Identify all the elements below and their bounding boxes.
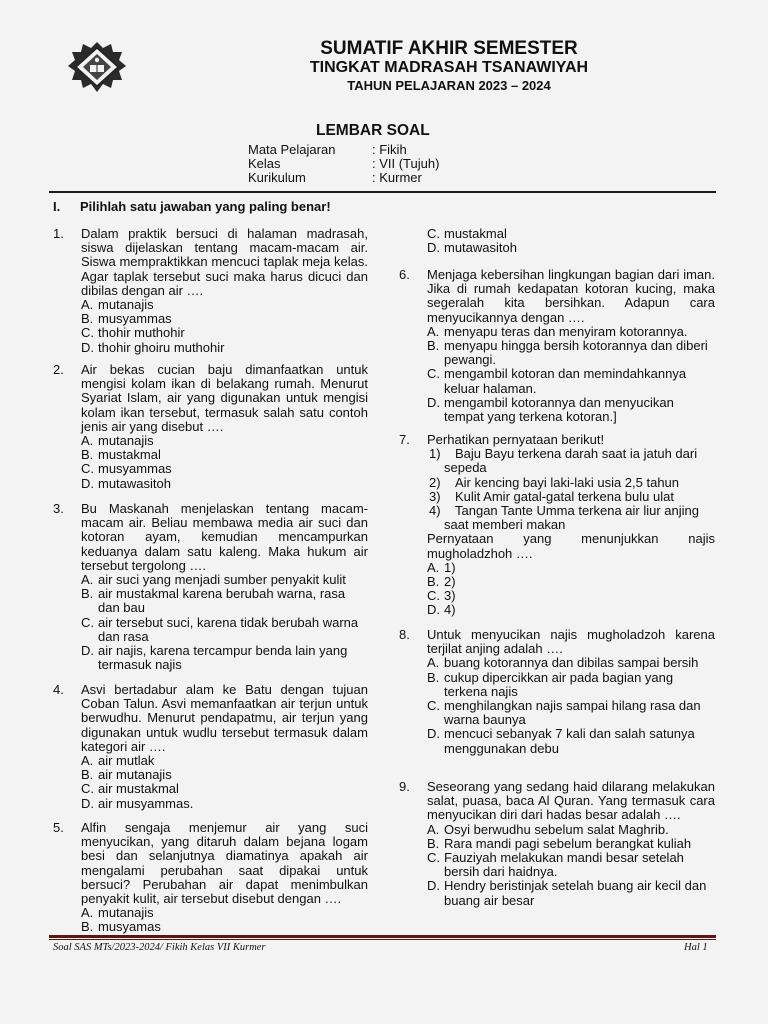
answer-option[interactable]: A. air mutlak bbox=[81, 753, 155, 769]
info-label: Kurikulum bbox=[248, 170, 306, 186]
answer-option[interactable]: C. air tersebut suci, karena tidak berubah warna dan rasa bbox=[81, 614, 359, 644]
info-row bbox=[248, 157, 439, 171]
info-value: : Fikih bbox=[372, 142, 407, 157]
question-number: 4. bbox=[53, 682, 64, 697]
answer-option[interactable]: D. Hendry beristinjak setelah buang air kecil dan buang air besar bbox=[427, 878, 707, 908]
answer-option[interactable]: B. musyamas bbox=[81, 919, 161, 935]
question-text: Asvi bertadabur alam ke Batu dengan tujuan Coban Talun. Asvi memanfaatkan air terjun untuk berwudhu. Menurut pendapatmu, air terjun yang digunakan untuk wudlu tersebut termasuk dalam kategori air …. bbox=[81, 682, 368, 754]
question-text: Untuk menyucikan najis mugholadzoh karena terjilat anjing adalah …. bbox=[427, 627, 715, 657]
question-text: Air bekas cucian baju dimanfaatkan untuk mengisi kolam ikan di belakang rumah. Menurut Syariat Islam, air yang digunakan untuk mengisi kolam ikan tersebut, termasuk salah satu contoh jenis air yang disebut …. bbox=[81, 362, 368, 434]
answer-option[interactable]: D. mencuci sebanyak 7 kali dan salah satunya menggunakan debu bbox=[427, 726, 695, 756]
question-3 bbox=[53, 501, 368, 673]
question-number: 7. bbox=[399, 432, 410, 447]
answer-option[interactable]: B. air mustakmal karena berubah warna, rasa dan bau bbox=[81, 586, 346, 616]
question-number: 8. bbox=[399, 627, 410, 642]
section-instruction: Pilihlah satu jawaban yang paling benar! bbox=[80, 199, 331, 214]
academic-year: TAHUN PELAJARAN 2023 – 2024 bbox=[347, 78, 551, 93]
info-label: Kelas bbox=[248, 156, 281, 172]
header-divider bbox=[49, 191, 716, 193]
answer-option[interactable]: B. mustakmal bbox=[81, 447, 161, 463]
exam-title: SUMATIF AKHIR SEMESTER bbox=[320, 38, 578, 59]
answer-option[interactable]: A. air suci yang menjadi sumber penyakit kulit bbox=[81, 572, 346, 588]
answer-option[interactable]: B. air mutanajis bbox=[81, 767, 172, 783]
statement-item-continued: sepeda bbox=[444, 460, 487, 476]
question-7 bbox=[399, 432, 715, 618]
question-prompt: Pernyataan yang menunjukkan najis mugholadzhoh …. bbox=[427, 531, 715, 561]
question-text: Alfin sengaja menjemur air yang suci menyucikan, yang ditaruh dalam bejana logam besi dan selanjutnya diamatinya apakah air mengalami perubahan saat dipakai untuk bersuci? Perubahan air dapat menimbulkan penyakit kulit, air tersebut disebut dengan …. bbox=[81, 820, 368, 907]
question-number: 3. bbox=[53, 501, 64, 516]
answer-option[interactable]: B. cukup dipercikkan air pada bagian yang terkena najis bbox=[427, 669, 674, 699]
question-number: 1. bbox=[53, 226, 64, 241]
answer-option[interactable]: B. musyammas bbox=[81, 311, 172, 327]
statement-item: 2) Air kencing bayi laki-laki usia 2,5 tahun bbox=[429, 474, 680, 490]
question-number: 6. bbox=[399, 267, 410, 282]
answer-option[interactable]: D. air najis, karena tercampur benda lain yang termasuk najis bbox=[81, 643, 348, 673]
answer-option[interactable]: C. thohir muthohir bbox=[81, 325, 185, 341]
question-4 bbox=[53, 682, 368, 811]
answer-option[interactable]: A. mutanajis bbox=[81, 905, 154, 921]
question-text: Dalam praktik bersuci di halaman madrasah, siswa dijelaskan tentang macam-macam air. Siswa mempraktikkan mencuci taplak meja kelas. Agar taplak tersebut suci maka harus dicuci dan dibilas dengan air …. bbox=[81, 226, 368, 298]
answer-option[interactable]: D. mutawasitoh bbox=[427, 240, 517, 256]
info-label: Mata Pelajaran bbox=[248, 142, 336, 157]
exam-level: TINGKAT MADRASAH TSANAWIYAH bbox=[309, 59, 589, 76]
answer-option[interactable]: A. 1) bbox=[427, 559, 456, 575]
footer-rule bbox=[49, 935, 716, 938]
question-9 bbox=[399, 779, 715, 908]
page-number: Hal 1 bbox=[684, 942, 708, 953]
answer-option[interactable]: C. air mustakmal bbox=[81, 781, 179, 797]
question-6 bbox=[399, 267, 715, 425]
statement-item: 1) Baju Bayu terkena darah saat ia jatuh dari bbox=[429, 446, 698, 462]
info-value: : VII (Tujuh) bbox=[372, 156, 440, 172]
answer-option[interactable]: A. buang kotorannya dan dibilas sampai bersih bbox=[427, 655, 699, 671]
info-value: : Kurmer bbox=[372, 170, 422, 186]
question-8 bbox=[399, 627, 715, 756]
statement-item: 4) Tangan Tante Umma terkena air liur anjing bbox=[429, 503, 700, 519]
question-number: 2. bbox=[53, 362, 64, 377]
answer-option[interactable]: C. Fauziyah melakukan mandi besar setelah bersih dari haidnya. bbox=[427, 850, 684, 880]
exam-info bbox=[248, 143, 439, 186]
section-number: I. bbox=[53, 199, 61, 214]
answer-option[interactable]: C. musyammas bbox=[81, 461, 172, 477]
answer-option[interactable]: D. 4) bbox=[427, 602, 456, 618]
answer-option[interactable]: D. thohir ghoiru muthohir bbox=[81, 339, 225, 355]
answer-option[interactable]: A. mutanajis bbox=[81, 433, 154, 449]
answer-option[interactable]: B. 2) bbox=[427, 574, 456, 590]
question-text: Bu Maskanah menjelaskan tentang macam-macam air. Beliau membawa media air suci dan kotoran ayam, kemudian mencampurkan keduanya dalam satu kaleng. Maka hukum air tersebut tergolong …. bbox=[81, 501, 368, 573]
answer-option[interactable]: C. mengambil kotoran dan memindahkannya keluar halaman. bbox=[427, 366, 687, 396]
question-text: Seseorang yang sedang haid dilarang melakukan salat, puasa, baca Al Quran. Yang termasuk cara menyucikan diri dari hadas besar adalah …. bbox=[427, 779, 715, 823]
sheet-title: LEMBAR SOAL bbox=[316, 122, 430, 139]
answer-option[interactable]: D. mutawasitoh bbox=[81, 475, 171, 491]
info-row bbox=[248, 171, 439, 185]
answer-option[interactable]: C. menghilangkan najis sampai hilang rasa dan warna baunya bbox=[427, 698, 701, 728]
answer-option[interactable]: C. mustakmal bbox=[427, 226, 507, 241]
question-number: 5. bbox=[53, 820, 64, 835]
info-row bbox=[248, 143, 439, 157]
footer-rule-thin bbox=[49, 939, 716, 940]
question-1 bbox=[53, 226, 368, 355]
answer-option[interactable]: C. 3) bbox=[427, 588, 456, 604]
question-number: 9. bbox=[399, 779, 410, 794]
answer-option[interactable]: A. Osyi berwudhu sebelum salat Maghrib. bbox=[427, 821, 669, 837]
answer-option[interactable]: D. air musyammas. bbox=[81, 795, 194, 811]
statement-item: 3) Kulit Amir gatal-gatal terkena bulu ulat bbox=[429, 488, 674, 504]
statement-item-continued: saat memberi makan bbox=[444, 517, 566, 533]
question-text: Menjaga kebersihan lingkungan bagian dari iman. Jika di rumah kedapatan kotoran kucing, maka segeralah kita bersihkan. Adapun cara menyucikannya dengan …. bbox=[427, 267, 715, 325]
answer-option[interactable]: A. mutanajis bbox=[81, 297, 154, 313]
question-2 bbox=[53, 362, 368, 491]
question-5 bbox=[53, 820, 368, 935]
question-text: Perhatikan pernyataan berikut! bbox=[427, 432, 605, 447]
answer-option[interactable]: D. mengambil kotorannya dan menyucikan tempat yang terkena kotoran.] bbox=[427, 394, 674, 425]
question-5-continued bbox=[427, 227, 715, 255]
footer-document-id: Soal SAS MTs/2023-2024/ Fikih Kelas VII Kurmer bbox=[53, 942, 266, 953]
answer-option[interactable]: B. menyapu hingga bersih kotorannya dan diberi pewangi. bbox=[427, 338, 708, 368]
ministry-emblem-icon bbox=[66, 40, 128, 96]
answer-option[interactable]: A. menyapu teras dan menyiram kotorannya. bbox=[427, 323, 688, 339]
answer-option[interactable]: B. Rara mandi pagi sebelum berangkat kuliah bbox=[427, 835, 692, 851]
